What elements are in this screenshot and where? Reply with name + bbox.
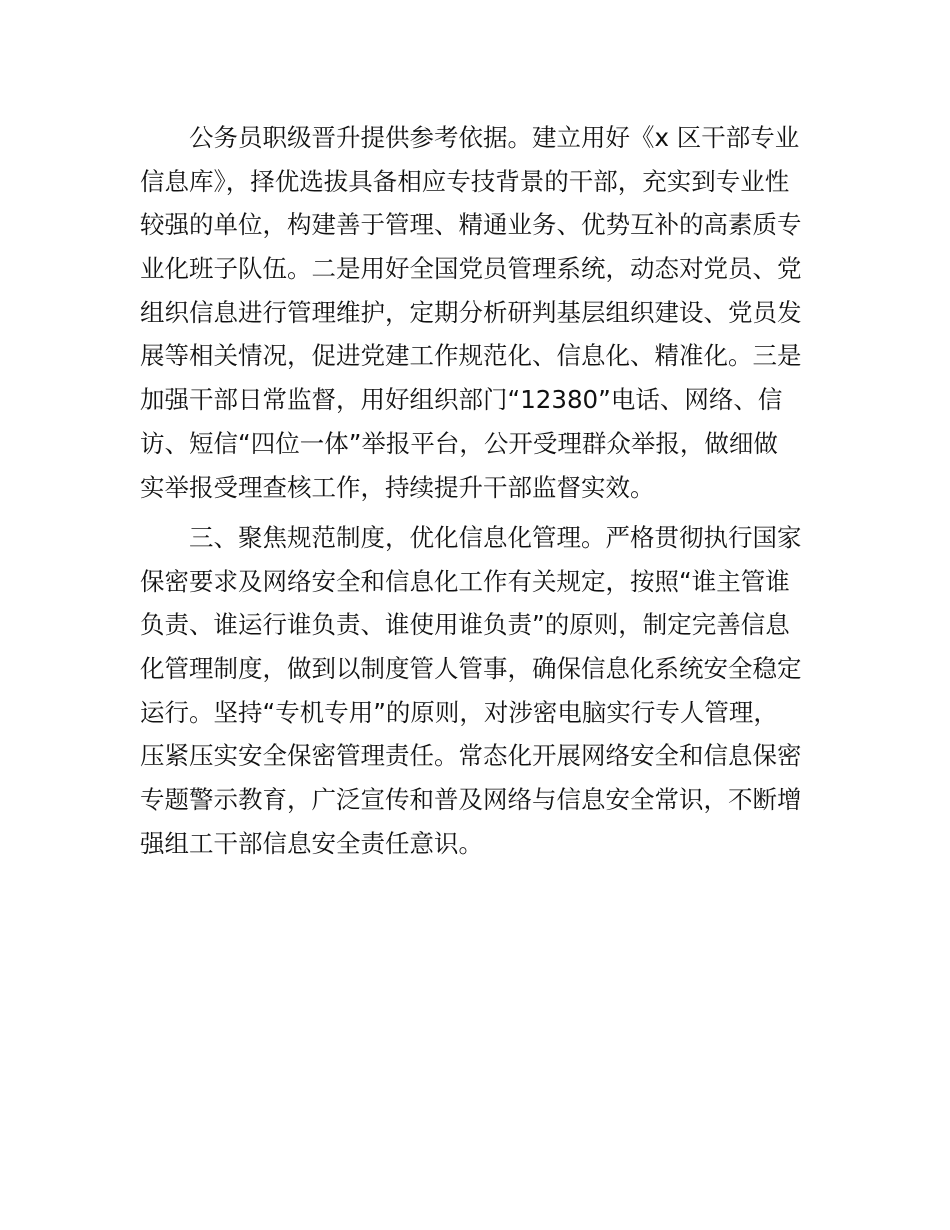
paragraph-line: 业化班子队伍。二是用好全国党员管理系统，动态对党员、党 <box>140 254 802 284</box>
paragraph-line: 公务员职级晋升提供参考依据。建立用好《x 区干部专业 <box>189 123 800 152</box>
paragraph-2 <box>140 516 812 866</box>
paragraph-line: 组织信息进行管理维护，定期分析研判基层组织建设、党员发 <box>140 297 802 327</box>
paragraph-line: 运行。坚持“专机专用”的原则，对涉密电脑实行专人管理， <box>140 697 778 727</box>
paragraph-line: 较强的单位，构建善于管理、精通业务、优势互补的高素质专 <box>140 210 802 240</box>
paragraph-line: 实举报受理查核工作，持续提升干部监督实效。 <box>140 472 655 502</box>
paragraph-line: 加强干部日常监督，用好组织部门“12380”电话、网络、信 <box>140 385 783 415</box>
paragraph-line: 负责、谁运行谁负责、谁使用谁负责”的原则，制定完善信息 <box>140 610 790 640</box>
paragraph-line: 访、短信“四位一体”举报平台，公开受理群众举报，做细做 <box>140 428 778 458</box>
paragraph-line: 强组工干部信息安全责任意识。 <box>140 828 483 858</box>
paragraph-line: 展等相关情况，促进党建工作规范化、信息化、精准化。三是 <box>140 341 802 371</box>
paragraph-line: 信息库》，择优选拔具备相应专技背景的干部，充实到专业性 <box>140 166 790 196</box>
paragraph-line: 专题警示教育，广泛宣传和普及网络与信息安全常识，不断增 <box>140 785 802 815</box>
paragraph-line: 化管理制度，做到以制度管人管事，确保信息化系统安全稳定 <box>140 654 802 684</box>
paragraph-line: 三、聚焦规范制度，优化信息化管理。严格贯彻执行国家 <box>189 523 802 552</box>
paragraph-line: 压紧压实安全保密管理责任。常态化开展网络安全和信息保密 <box>140 741 802 771</box>
paragraph-line: 保密要求及网络安全和信息化工作有关规定，按照“谁主管谁 <box>140 566 790 596</box>
paragraph-1 <box>140 116 812 509</box>
